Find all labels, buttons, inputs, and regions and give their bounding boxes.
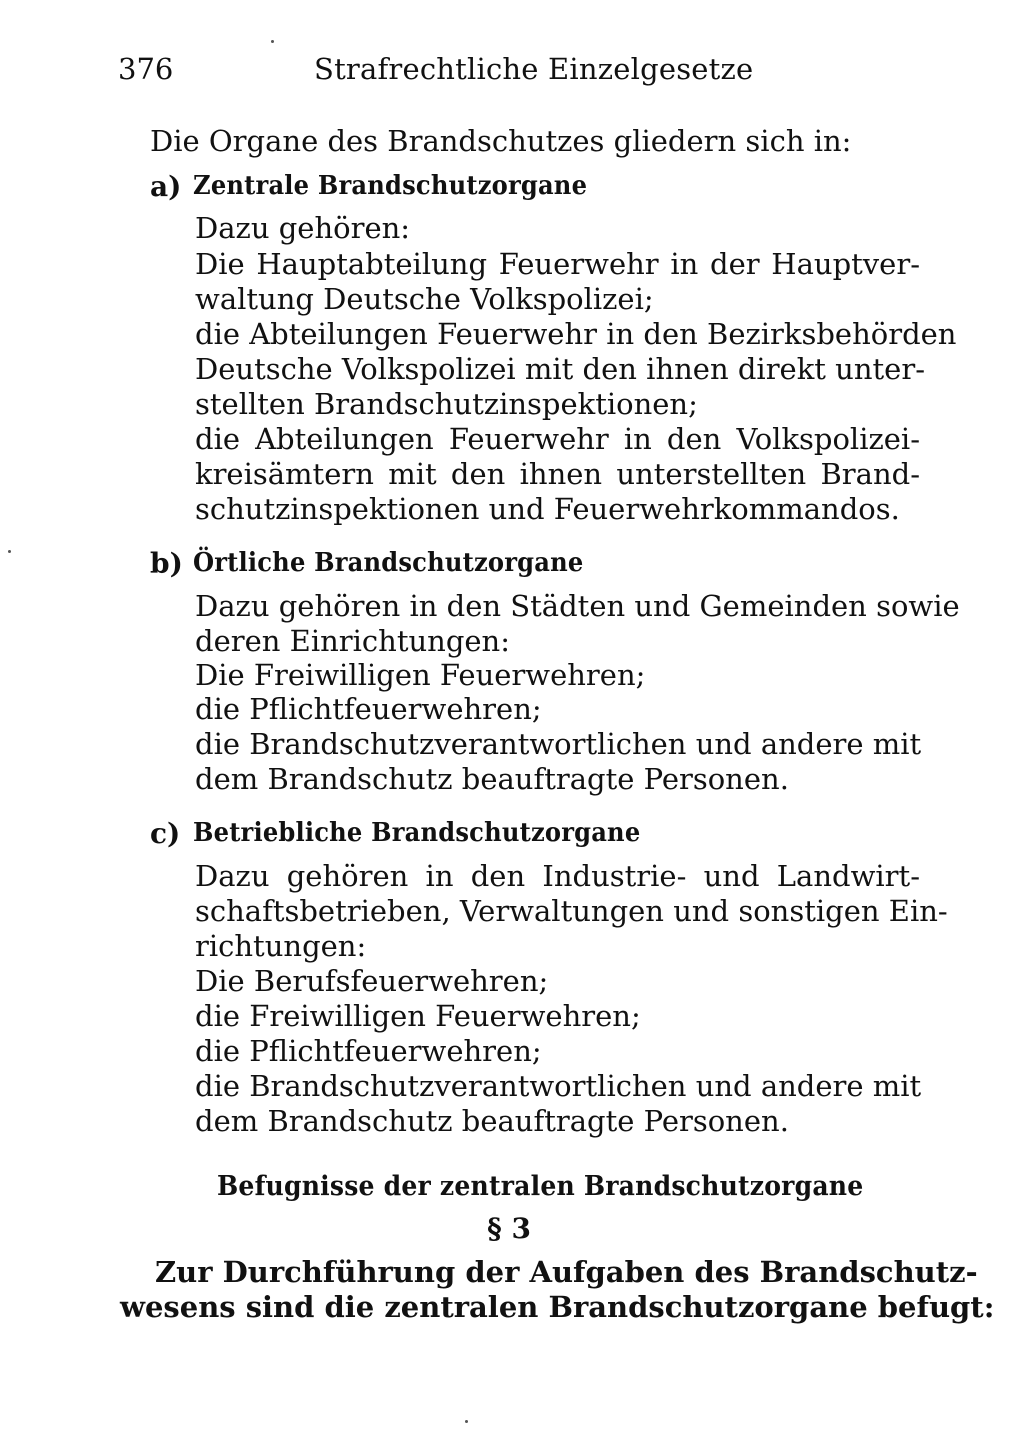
section-line: Deutsche Volkspolizei mit den ihnen direkt unter- [195,352,925,386]
scan-speck [271,40,274,43]
section-line: waltung Deutsche Volkspolizei; [195,282,654,316]
section-line: Die Freiwilligen Feuerwehren; [195,658,646,692]
section-line: Dazu gehören in den Städten und Gemeinden sowie [195,589,960,623]
scan-speck [465,1420,468,1423]
section-line: dem Brandschutz beauftragte Personen. [195,1104,789,1138]
section-line: schutzinspektionen und Feuerwehrkommandos. [195,492,900,526]
section-line: die Pflichtfeuerwehren; [195,692,542,726]
section-line: Dazu gehören in den Industrie- und Landwirt- [195,859,920,893]
section-line: Dazu gehören: [195,211,411,245]
section-marker: b) [150,547,183,580]
section-line: die Pflichtfeuerwehren; [195,1034,542,1068]
closing-line: Zur Durchführung der Aufgaben des Brandschutz- [155,1255,978,1289]
section-line: Die Berufsfeuerwehren; [195,964,549,998]
paragraph-mark: § 3 [487,1212,531,1245]
section-line: richtungen: [195,929,367,963]
section-line: schaftsbetrieben, Verwaltungen und sonstigen Ein- [195,894,948,928]
section-line: die Brandschutzverantwortlichen und andere mit [195,727,922,761]
intro-text: Die Organe des Brandschutzes gliedern sich in: [150,124,852,158]
running-title: Strafrechtliche Einzelgesetze [314,52,754,86]
section-line: kreisämtern mit den ihnen unterstellten Brand- [195,457,920,491]
section-line: die Abteilungen Feuerwehr in den Volkspolizei- [195,422,920,456]
scan-speck [8,550,11,553]
section-line: die Brandschutzverantwortlichen und andere mit [195,1069,922,1103]
closing-line: wesens sind die zentralen Brandschutzorgane befugt: [120,1290,995,1324]
section-title: Örtliche Brandschutzorgane [193,548,584,578]
subheading: Befugnisse der zentralen Brandschutzorgane [217,1171,864,1202]
section-marker: c) [150,817,181,850]
page-number: 376 [118,52,174,86]
section-line: dem Brandschutz beauftragte Personen. [195,762,789,796]
page-header [118,52,918,92]
section-line: stellten Brandschutzinspektionen; [195,387,698,421]
section-line: die Freiwilligen Feuerwehren; [195,999,641,1033]
section-title: Zentrale Brandschutzorgane [193,171,588,201]
section-line: die Abteilungen Feuerwehr in den Bezirksbehörden [195,317,957,351]
section-marker: a) [150,170,182,203]
section-line: Die Hauptabteilung Feuerwehr in der Hauptver- [195,247,920,281]
section-line: deren Einrichtungen: [195,624,511,658]
section-title: Betriebliche Brandschutzorgane [193,818,641,848]
